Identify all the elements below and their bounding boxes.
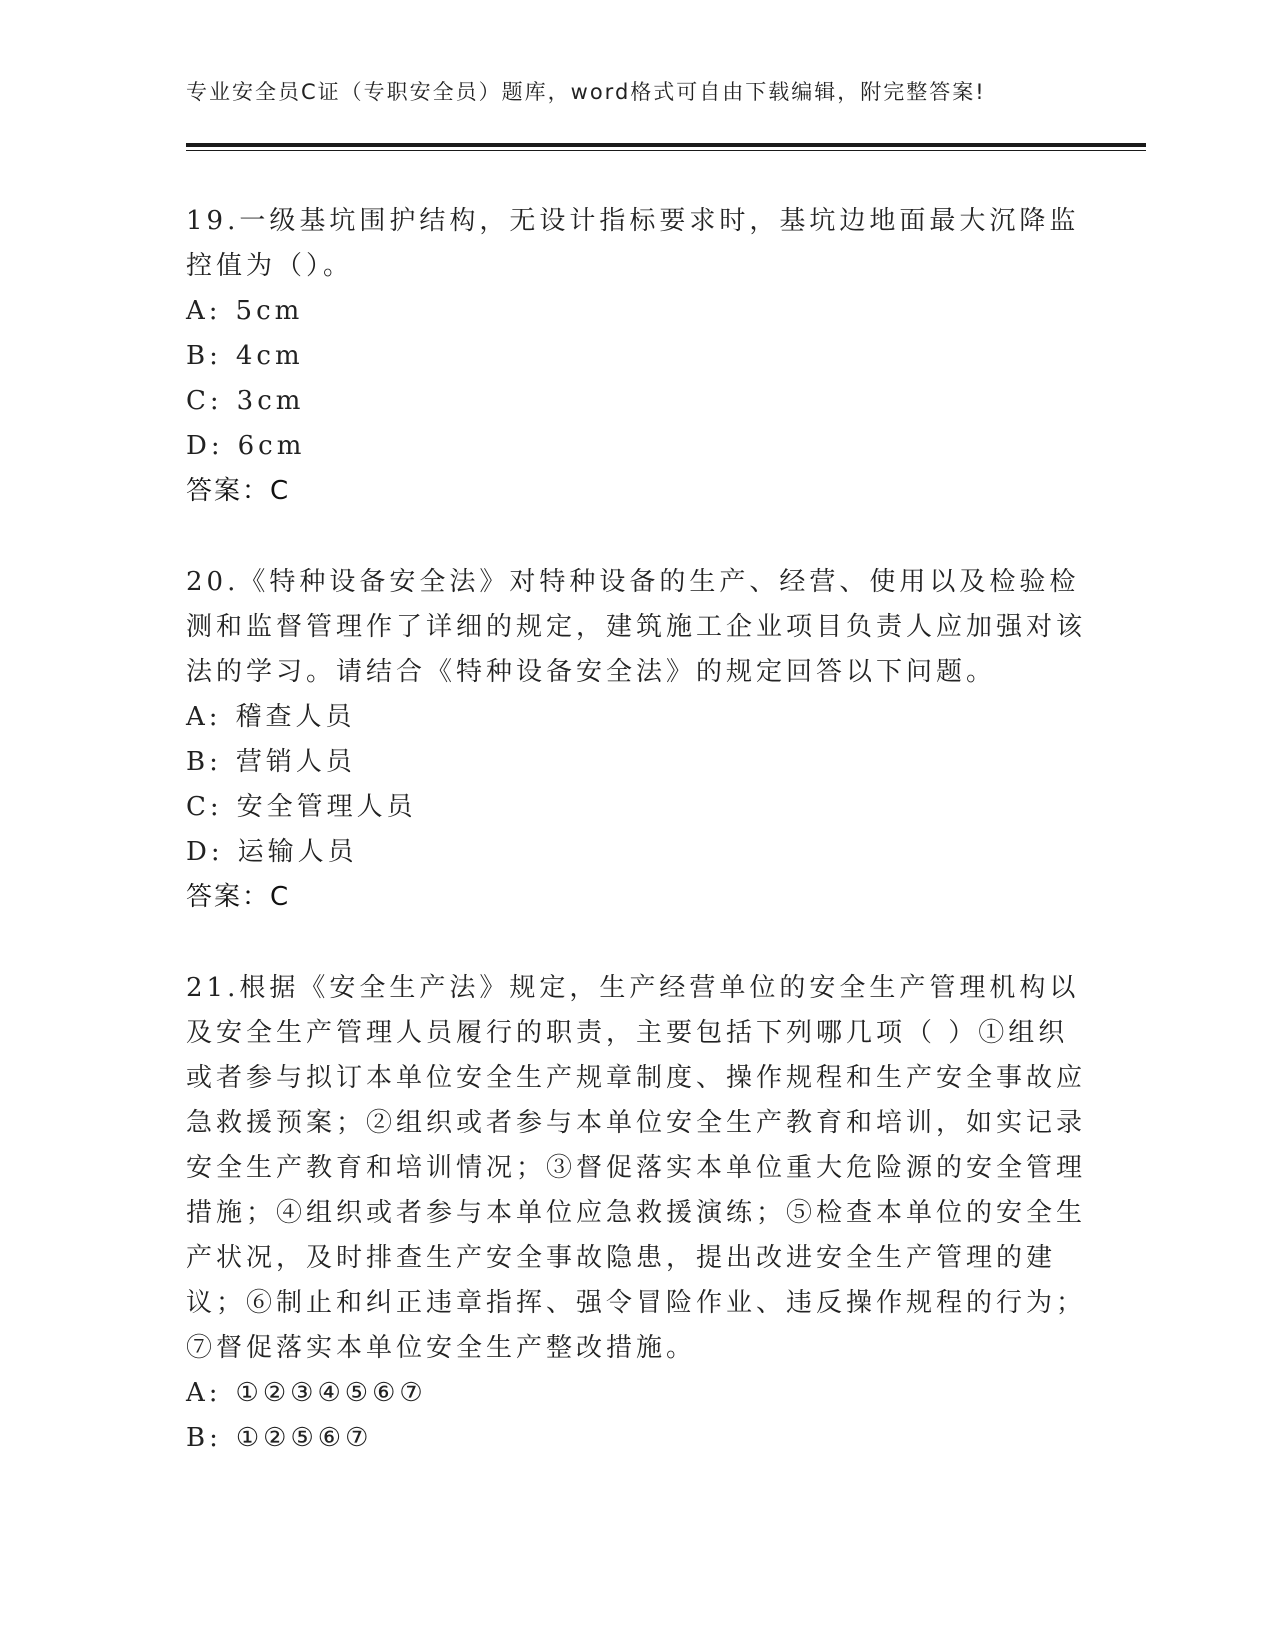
- option-letter: B:: [186, 747, 222, 777]
- option-text: 3cm: [236, 386, 305, 416]
- option-d: [186, 830, 1086, 875]
- option-text: 5cm: [235, 296, 304, 326]
- question-20: [186, 560, 1086, 920]
- answer-line: 答案：C: [186, 476, 291, 506]
- question-19: [186, 199, 1086, 514]
- option-b: [186, 334, 1086, 379]
- option-c: [186, 379, 1086, 424]
- option-text: 稽查人员: [235, 702, 356, 732]
- option-letter: A:: [186, 296, 222, 326]
- option-text: 安全管理人员: [236, 792, 417, 822]
- option-text: ①②③④⑤⑥⑦: [235, 1378, 427, 1408]
- option-letter: D:: [186, 837, 224, 867]
- question-list: [186, 199, 1086, 1507]
- header-divider-thin: [186, 150, 1146, 151]
- option-a: [186, 695, 1086, 740]
- option-b: [186, 1416, 1086, 1461]
- option-text: 运输人员: [237, 837, 358, 867]
- option-letter: B:: [186, 341, 222, 371]
- option-letter: D:: [186, 431, 224, 461]
- option-c: [186, 785, 1086, 830]
- option-text: 营销人员: [235, 747, 356, 777]
- option-letter: C:: [186, 792, 223, 822]
- option-letter: A:: [186, 1378, 222, 1408]
- question-stem: 20.《特种设备安全法》对特种设备的生产、经营、使用以及检验检测和监督管理作了详细的规定，建筑施工企业项目负责人应加强对该法的学习。请结合《特种设备安全法》的规定回答以下问题。: [186, 567, 1087, 687]
- option-b: [186, 740, 1086, 785]
- option-letter: A:: [186, 702, 222, 732]
- option-a: [186, 289, 1086, 334]
- option-letter: B:: [186, 1423, 222, 1453]
- option-a: [186, 1371, 1086, 1416]
- question-stem: 19.一级基坑围护结构，无设计指标要求时，基坑边地面最大沉降监控值为（）。: [186, 206, 1080, 281]
- header-divider-thick: [186, 143, 1146, 147]
- option-letter: C:: [186, 386, 223, 416]
- option-text: 6cm: [237, 431, 306, 461]
- question-21: [186, 966, 1086, 1461]
- option-text: ①②⑤⑥⑦: [235, 1423, 373, 1453]
- option-text: 4cm: [235, 341, 304, 371]
- option-d: [186, 424, 1086, 469]
- question-stem: 21.根据《安全生产法》规定，生产经营单位的安全生产管理机构以及安全生产管理人员履行的职责，主要包括下列哪几项（ ）①组织或者参与拟订本单位安全生产规章制度、操作规程和生产安全事故应急救援预案；②组织或者参与本单位安全生产教育和培训，如实记录安全生产教育和培训情况；③督促落实本单位重大危险源的安全管理措施；④组织或者参与本单位应急救援演练；⑤检查本单位的安全生产状况，及时排查生产安全事故隐患，提出改进安全生产管理的建议；⑥制止和纠正违章指挥、强令冒险作业、违反操作规程的行为；⑦督促落实本单位安全生产整改措施。: [186, 973, 1087, 1363]
- page-header: 专业安全员C证（专职安全员）题库，word格式可自由下载编辑，附完整答案!: [186, 80, 986, 104]
- answer-line: 答案：C: [186, 882, 291, 912]
